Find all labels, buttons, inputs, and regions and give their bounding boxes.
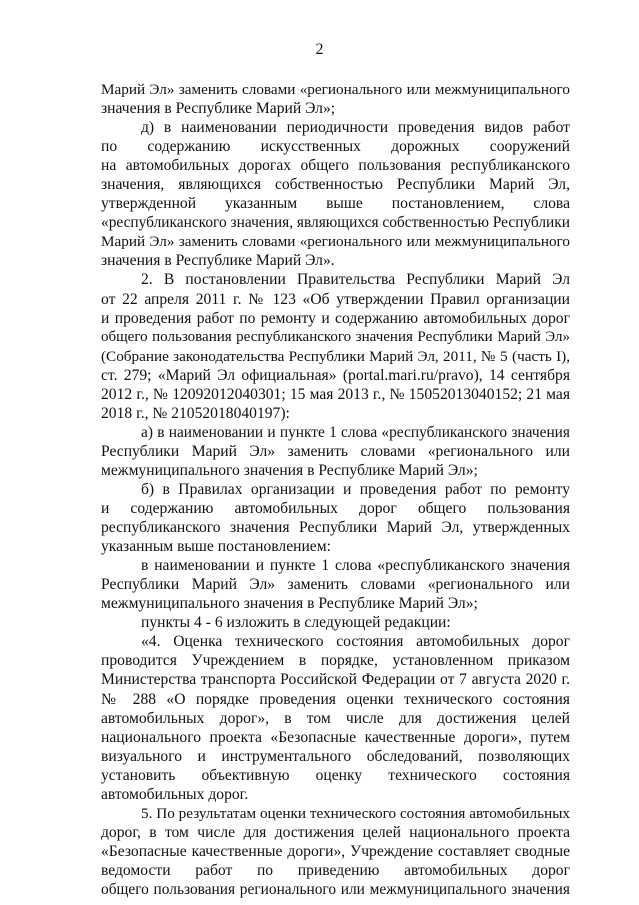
text-line: Марий Эл» заменить словами «регионального или межмуниципального (101, 81, 570, 98)
text-line: проводится Учреждением в порядке, установленном приказом (101, 652, 570, 670)
text-line: межмуниципального значения в Республике Марий Эл»; (101, 461, 478, 479)
text-line: «республиканского значения, являющихся собственностью Республики (101, 214, 570, 232)
text-line: общего пользования регионального или межмуниципального значения (101, 880, 570, 898)
text-line: межмуниципального значения в Республике Марий Эл»; (101, 595, 478, 613)
document-body (101, 80, 570, 899)
text-line: 2018 г., № 21052018040197): (101, 404, 290, 422)
text-line: республиканского значения Республики Марий Эл, утвержденных (101, 519, 570, 537)
text-line: значения, являющихся собственностью Республики Марий Эл, (101, 176, 570, 194)
text-line: Марий Эл» заменить словами «регионального или межмуниципального (101, 233, 570, 251)
text-line: указанным выше постановлением: (101, 538, 331, 556)
text-line: а) в наименовании и пункте 1 слова «республиканского значения (141, 423, 570, 441)
text-line: Республики Марий Эл» заменить словами «регионального или (101, 442, 570, 460)
text-line: «4. Оценка технического состояния автомобильных дорог (141, 633, 570, 651)
text-line: и проведения работ по ремонту и содержанию автомобильных дорог (101, 309, 570, 327)
text-line: б) в Правилах организации и проведения работ по ремонту (141, 480, 570, 498)
text-line: по содержанию искусственных дорожных сооружений (101, 138, 570, 156)
text-line: в наименовании и пункте 1 слова «республиканского значения (141, 557, 570, 575)
text-line: «Безопасные качественные дороги», Учреждение составляет сводные (101, 842, 570, 860)
text-line: от 22 апреля 2011 г. № 123 «Об утверждении Правил организации (101, 290, 570, 308)
text-line: автомобильных дорог. (101, 785, 249, 803)
page-number: 2 (315, 41, 324, 58)
text-line: общего пользования республиканского значения Республики Марий Эл» (101, 328, 570, 345)
text-line: визуального и инструментального обследований, позволяющих (101, 747, 570, 765)
text-line: ведомости работ по приведению автомобильных дорог (101, 861, 570, 879)
text-line: утвержденной указанным выше постановлением, слова (101, 195, 570, 213)
text-line: на автомобильных дорогах общего пользования республиканского (101, 157, 570, 175)
text-line: № 288 «О порядке проведения оценки технического состояния (101, 690, 570, 708)
text-line: Министерства транспорта Российской Федерации от 7 августа 2020 г. (101, 671, 570, 689)
text-line: Республики Марий Эл» заменить словами «регионального или (101, 576, 570, 594)
text-line: и содержанию автомобильных дорог общего пользования (101, 500, 570, 518)
text-line: д) в наименовании периодичности проведения видов работ (141, 119, 570, 137)
text-line: значения в Республике Марий Эл»; (101, 100, 336, 118)
text-line: национального проекта «Безопасные качественные дороги», путем (101, 728, 570, 746)
text-line: установить объективную оценку технического состояния (101, 766, 570, 784)
text-line: (Собрание законодательства Республики Марий Эл, 2011, № 5 (часть I), (101, 347, 570, 365)
text-line: ст. 279; «Марий Эл официальная» (portal.mari.ru/pravo), 14 сентября (101, 366, 570, 384)
text-line: значения в Республике Марий Эл». (101, 252, 335, 270)
text-line: пункты 4 - 6 изложить в следующей редакции: (141, 614, 451, 632)
text-line: дорог, в том числе для достижения целей национального проекта (101, 823, 570, 841)
text-line: автомобильных дорог», в том числе для достижения целей (101, 709, 570, 727)
text-line: 2012 г., № 12092012040301; 15 мая 2013 г., № 15052013040152; 21 мая (101, 385, 570, 403)
text-line: 5. По результатам оценки технического состояния автомобильных (141, 804, 570, 822)
text-line: 2. В постановлении Правительства Республики Марий Эл (141, 271, 570, 289)
